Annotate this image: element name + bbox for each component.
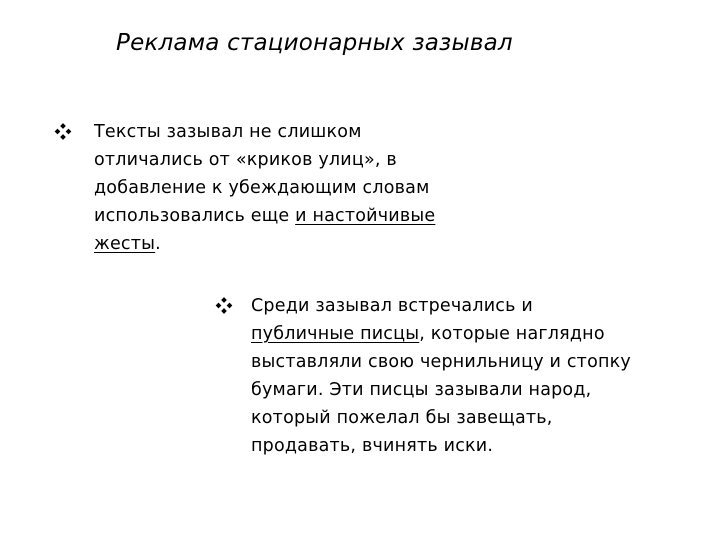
bullet-1-text [94, 118, 514, 258]
bullet-1-line: добавление к убеждающим словам [94, 178, 430, 198]
bullet-2-line: выставляли свою чернильницу и стопку [251, 352, 631, 372]
bullet-2-line: который пожелал бы завещать, [251, 408, 553, 428]
bullet-1-line: жесты. [94, 234, 161, 254]
bullet-2-line: публичные писцы, которые наглядно [251, 324, 605, 344]
bullet-1-line: Тексты зазывал не слишком [94, 122, 362, 142]
underlined-phrase: жесты [94, 234, 156, 254]
diamond-bullet-icon [215, 297, 233, 315]
bullet-1-line: использовались еще и настойчивые [94, 206, 436, 226]
diamond-bullet-icon [54, 123, 72, 141]
slide-title: Реклама стационарных зазывал [116, 30, 513, 56]
bullet-2-line: продавать, вчинять иски. [251, 436, 494, 456]
underlined-phrase: публичные писцы [251, 324, 420, 344]
bullet-2-line: бумаги. Эти писцы зазывали народ, [251, 380, 592, 400]
underlined-phrase: и настойчивые [295, 206, 436, 226]
bullet-2-line: Среди зазывал встречались и [251, 296, 533, 316]
bullet-1-line: отличались от «криков улиц», в [94, 150, 397, 170]
bullet-2-text [251, 292, 691, 460]
